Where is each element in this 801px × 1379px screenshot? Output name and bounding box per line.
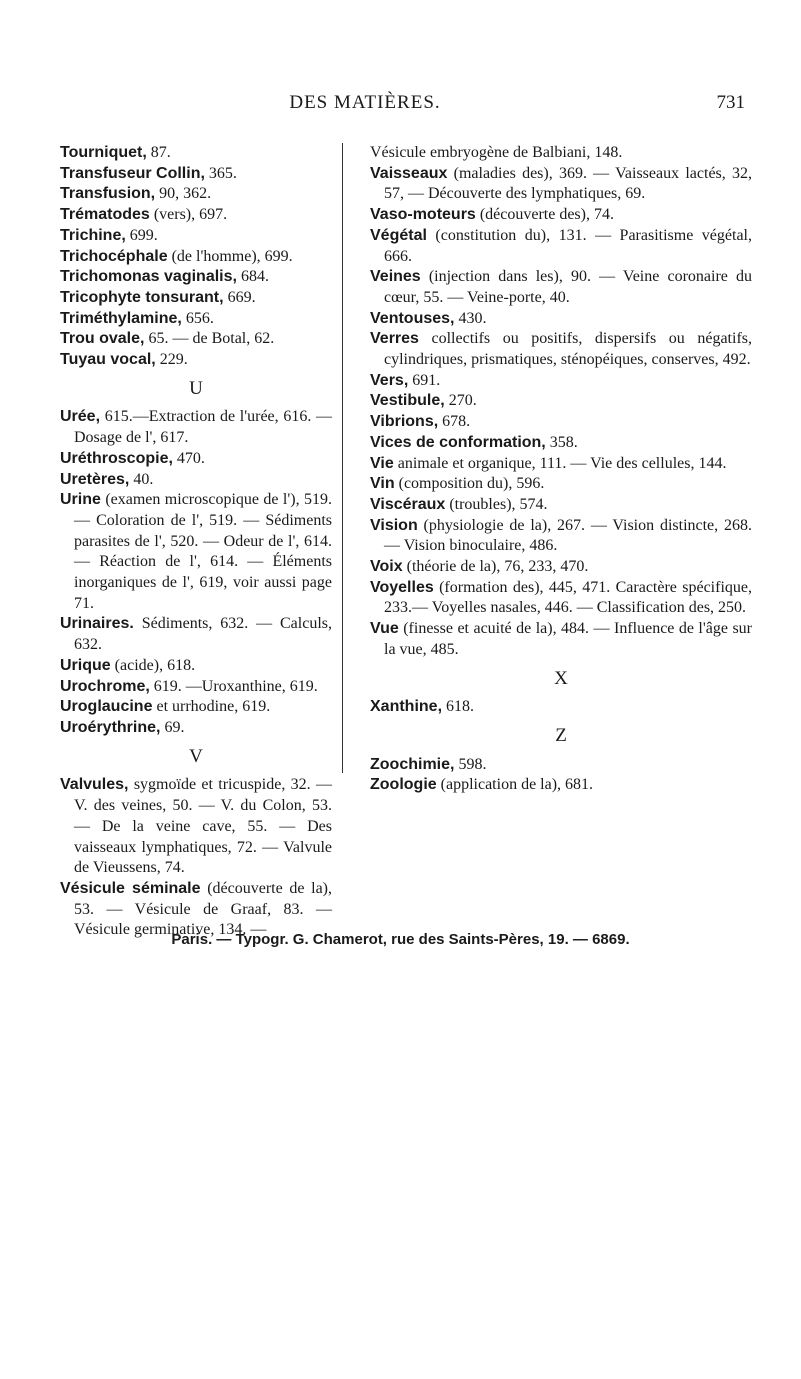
entry-headword: Uretères, — [60, 470, 130, 488]
index-entry — [60, 226, 332, 247]
entry-references: (théorie de la), 76, 233, 470. — [402, 558, 589, 576]
page-header — [0, 92, 801, 122]
index-column-right — [356, 143, 752, 796]
index-entry — [60, 490, 332, 614]
entry-references: sygmoïde et tricuspide, 32. — V. des veines, 50. — V. du Colon, 53. — De la veine cave, 55. — Des vaisseaux lymphatiques, 72. — Valvule de Vieussens, 74. — [74, 776, 332, 877]
index-entry — [60, 350, 332, 371]
index-entry — [370, 164, 752, 205]
index-column-left — [60, 143, 332, 941]
section-letter: U — [189, 377, 203, 399]
entry-references: (maladies des), 369. — Vaisseaux lactés, 32, 57, — Découverte des lymphatiques, 69. — [384, 164, 752, 203]
index-entry — [60, 718, 332, 739]
entry-headword: Vision — [370, 516, 418, 534]
index-entry — [370, 454, 752, 475]
entry-references: 470. — [172, 449, 205, 467]
entry-references: 598. — [454, 755, 487, 773]
entry-references: 65. — de Botal, 62. — [144, 330, 275, 348]
entry-headword: Tuyau vocal, — [60, 351, 156, 369]
section-letter: X — [554, 667, 568, 689]
entry-headword: Vie — [370, 454, 394, 472]
entry-headword: Verres — [370, 330, 419, 348]
entry-headword: Vue — [370, 620, 399, 638]
index-entry — [60, 288, 332, 309]
entry-references: (troubles), 574. — [445, 495, 548, 513]
entry-references: 358. — [545, 433, 578, 451]
page-number: 731 — [716, 92, 745, 113]
entry-references: 365. — [204, 164, 237, 182]
entry-headword: Zoologie — [370, 776, 437, 794]
index-entry — [370, 412, 752, 433]
entry-headword: Tricophyte tonsurant, — [60, 288, 224, 306]
section-letter: Z — [555, 724, 567, 746]
entry-headword: Uroglaucine — [60, 698, 153, 716]
printer-imprint: Paris. — Typogr. G. Chamerot, rue des Saints-Pères, 19. — 6869. — [171, 931, 630, 948]
entry-references: Vésicule embryogène de Balbiani, 148. — [370, 144, 623, 161]
entry-references: et urrhodine, 619. — [152, 698, 271, 716]
entry-references: 87. — [146, 144, 171, 161]
entry-references: (de l'homme), 699. — [167, 247, 293, 265]
entry-references: (découverte de la), 53. — Vésicule de Graaf, 83. — Vésicule germinative, 134. — — [74, 879, 333, 939]
entry-references: (découverte des), 74. — [475, 206, 614, 224]
entry-references: 430. — [454, 309, 487, 327]
index-entry — [60, 247, 332, 268]
index-entry — [60, 775, 332, 879]
entry-references: 699. — [125, 226, 158, 244]
entry-references: (acide), 618. — [110, 656, 196, 674]
entry-references: (formation des), 445, 471. Caractère spécifique, 233.— Voyelles nasales, 446. — Classification des, 250. — [384, 578, 752, 617]
index-entry — [370, 697, 752, 718]
index-entry — [60, 329, 332, 350]
index-entry — [60, 184, 332, 205]
index-entry — [370, 495, 752, 516]
entry-references: 270. — [444, 392, 477, 410]
entry-headword: Uroérythrine, — [60, 718, 161, 736]
index-entry — [60, 614, 332, 655]
entry-headword: Vices de conformation, — [370, 433, 546, 451]
entry-references: (examen microscopique de l'), 519. — Coloration de l', 519. — Sédiments parasites de l', 520. — Odeur de l', 614. — Réaction de l', 614. — Éléments inorganiques de l', 619, voir aussi page 71. — [74, 491, 332, 612]
entry-references: 656. — [181, 309, 214, 327]
entry-references: 618. — [442, 698, 475, 716]
entry-headword: Trichine, — [60, 226, 126, 244]
running-title: DES MATIÈRES. — [289, 92, 441, 113]
entry-headword: Vin — [370, 475, 395, 493]
entry-references: 691. — [408, 371, 441, 389]
entry-references: (physiologie de la), 267. — Vision distincte, 268. — Vision binoculaire, 486. — [384, 516, 752, 555]
entry-references: (application de la), 681. — [436, 776, 594, 794]
index-entry — [370, 309, 752, 330]
entry-references: 684. — [236, 268, 269, 286]
index-entry — [370, 143, 752, 164]
index-entry — [370, 578, 752, 619]
index-entry — [370, 329, 752, 370]
entry-references: 615.—Extraction de l'urée, 616. — Dosage de l', 617. — [74, 408, 332, 447]
entry-headword: Tourniquet, — [60, 144, 147, 161]
index-entry — [60, 407, 332, 448]
index-entry — [370, 433, 752, 454]
index-entry — [60, 309, 332, 330]
entry-headword: Vaisseaux — [370, 164, 448, 182]
index-entry — [370, 205, 752, 226]
entry-headword: Trématodes — [60, 206, 150, 224]
entry-references: (finesse et acuité de la), 484. — Influence de l'âge sur la vue, 485. — [384, 620, 752, 658]
index-entry — [60, 677, 332, 698]
entry-headword: Vibrions, — [370, 413, 439, 431]
entry-headword: Voyelles — [370, 578, 434, 596]
entry-headword: Urique — [60, 656, 111, 674]
entry-headword: Vésicule séminale — [60, 879, 201, 897]
entry-references: 619. —Uroxanthine, 619. — [149, 677, 318, 695]
entry-references: Sédiments, 632. — Calculs, 632. — [74, 615, 332, 654]
index-entry — [60, 143, 332, 164]
entry-references: 229. — [155, 351, 188, 369]
column-divider — [342, 143, 343, 773]
index-entry — [370, 267, 752, 308]
entry-references: 678. — [438, 413, 471, 431]
entry-headword: Transfusion, — [60, 185, 156, 203]
entry-headword: Viscéraux — [370, 495, 446, 513]
entry-headword: Trichomonas vaginalis, — [60, 268, 237, 286]
entry-headword: Trou ovale, — [60, 330, 145, 348]
entry-references: 669. — [223, 288, 256, 306]
index-entry — [60, 205, 332, 226]
index-entry — [370, 775, 752, 796]
entry-headword: Zoochimie, — [370, 755, 455, 773]
entry-references: 90, 362. — [155, 185, 212, 203]
index-entry — [370, 516, 752, 557]
index-entry — [370, 557, 752, 578]
entry-references: (composition du), 596. — [394, 475, 545, 493]
entry-headword: Valvules, — [60, 776, 129, 794]
index-entry — [60, 267, 332, 288]
entry-headword: Xanthine, — [370, 698, 443, 716]
index-entry — [370, 226, 752, 267]
index-entry — [60, 470, 332, 491]
entry-references: 69. — [160, 718, 185, 736]
entry-headword: Ventouses, — [370, 309, 455, 327]
entry-headword: Vestibule, — [370, 392, 445, 410]
index-entry — [370, 474, 752, 495]
entry-references: collectifs ou positifs, dispersifs ou négatifs, cylindriques, prismatiques, sténopéiques, conserves, 492. — [384, 330, 752, 369]
index-entry — [370, 619, 752, 660]
entry-references: (vers), 697. — [149, 206, 228, 224]
entry-headword: Trichocéphale — [60, 247, 168, 265]
entry-references: (constitution du), 131. — Parasitisme végétal, 666. — [384, 226, 752, 265]
index-entry — [60, 656, 332, 677]
entry-headword: Uréthroscopie, — [60, 449, 173, 467]
index-entry — [60, 449, 332, 470]
index-entry — [60, 164, 332, 185]
entry-headword: Veines — [370, 268, 421, 286]
entry-headword: Urée, — [60, 408, 101, 426]
entry-headword: Vaso-moteurs — [370, 206, 476, 224]
entry-headword: Urinaires. — [60, 615, 134, 633]
entry-headword: Voix — [370, 558, 403, 576]
index-entry — [60, 697, 332, 718]
entry-headword: Vers, — [370, 371, 409, 389]
entry-headword: Transfuseur Collin, — [60, 164, 205, 182]
entry-headword: Triméthylamine, — [60, 309, 182, 327]
section-letter: V — [189, 745, 203, 767]
entry-headword: Végétal — [370, 226, 427, 244]
entry-references: animale et organique, 111. — Vie des cellules, 144. — [393, 454, 727, 472]
index-entry — [370, 755, 752, 776]
entry-references: (injection dans les), 90. — Veine coronaire du cœur, 55. — Veine-porte, 40. — [384, 268, 752, 306]
entry-references: 40. — [129, 470, 154, 488]
index-entry — [370, 371, 752, 392]
entry-headword: Urine — [60, 491, 101, 509]
index-entry — [370, 391, 752, 412]
entry-headword: Urochrome, — [60, 677, 150, 695]
